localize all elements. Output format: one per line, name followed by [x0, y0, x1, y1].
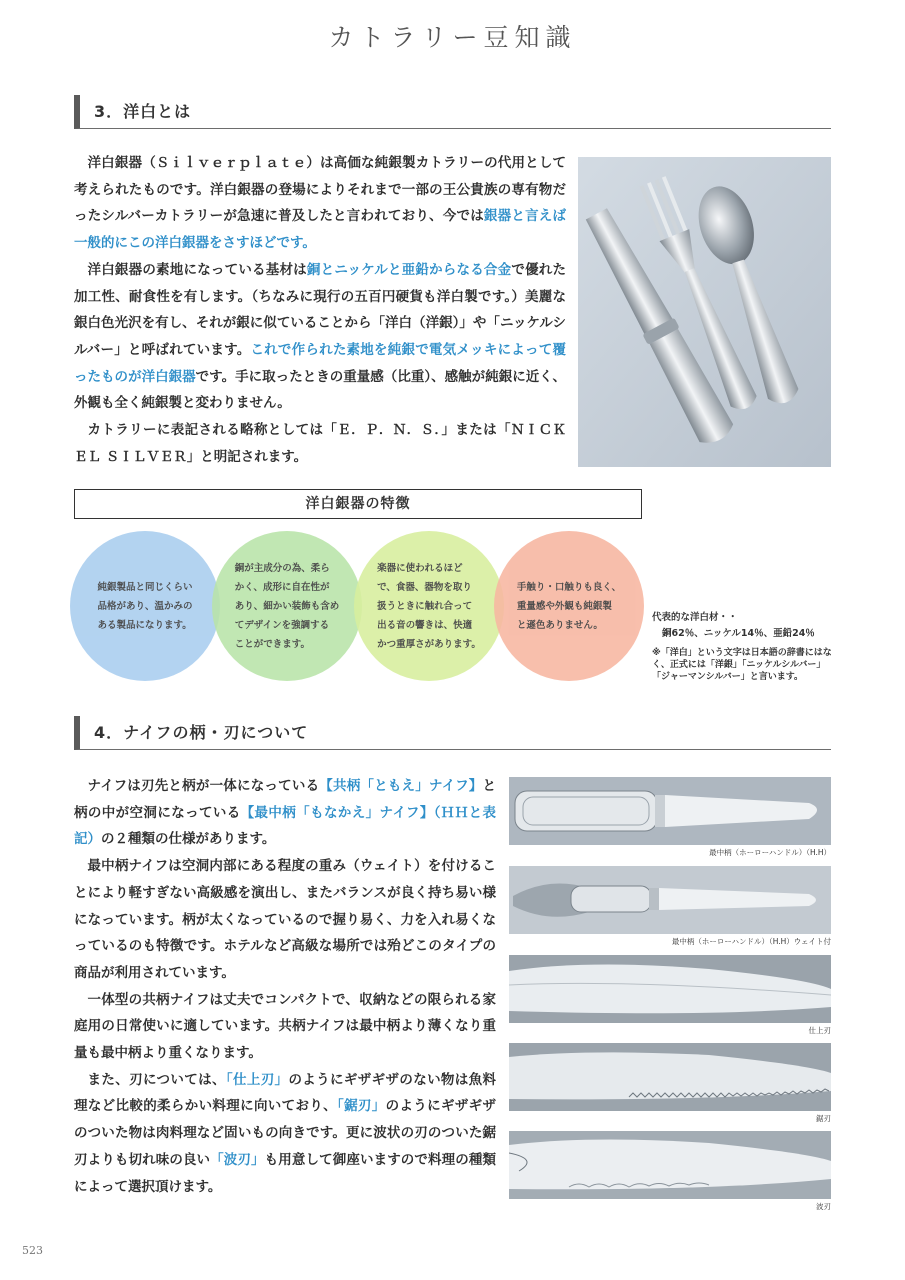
text-run: 洋白銀器の素地になっている基材は — [87, 261, 307, 278]
highlighted-text: 銀器と言えば一般的にこの洋白銀器をさすほどです。 — [74, 208, 566, 252]
highlighted-text: 「鋸刃」 — [337, 1098, 386, 1115]
highlighted-text: 【最中柄「もなかえ」ナイフ】（ＨＨと表記） — [74, 804, 496, 848]
page-number: 523 — [22, 1244, 43, 1257]
feature-text-2: 銅が主成分の為、柔ら かく、成形に自在性が あり、細かい装飾も含め てデザインを強調する ことができます。 — [234, 562, 340, 650]
section-3-body — [74, 150, 566, 470]
text-run: の２種類の仕様があります。 — [101, 831, 276, 848]
highlighted-text: 銅とニッケルと亜鉛からなる合金 — [306, 261, 512, 278]
feature-circle-3 — [354, 531, 504, 681]
text-run: また、刃については、 — [87, 1071, 226, 1088]
knife-photo-hollow-handle — [509, 777, 831, 845]
feature-circle-2 — [212, 531, 362, 681]
section-3-heading — [74, 95, 831, 129]
text-run: のようにギザギザのついた物は肉料理など固いもの向きです。更に波状の刃のついた鋸刃よりも切れ味の良い — [74, 1098, 497, 1168]
text-run: で優れた加工性、耐食性を有します。（ちなみに現行の五百円硬貨も洋白製です。）美麗な銀白色光沢を有し、それが銀に似ていることから「洋白（洋銀）」や「ニッケルシルバー」と呼ばれています。 — [74, 261, 566, 358]
section-3-paragraph-3 — [74, 417, 566, 470]
feature-text-1: 純銀製品と同じくらい 品格があり、温かみの ある製品になります。 — [97, 581, 193, 631]
text-run: 洋白銀器（Ｓｉｌｖｅｒｐｌａｔｅ）は高価な純銀製カトラリーの代用として考えられたものです。洋白銀器の登場によりそれまで一部の王公貴族の専有物だったシルバーカトラリーが急速に普及したと言われており、今では — [74, 155, 566, 225]
section-4-paragraph-4 — [74, 1067, 496, 1201]
page-title: カトラリー豆知識 — [328, 23, 577, 52]
highlighted-text: 【共柄「ともえ」ナイフ】 — [319, 778, 483, 794]
knife-photo-weighted — [509, 866, 831, 934]
text-run: も用意して御座いますので料理の種類によって選択頂けます。 — [74, 1151, 497, 1195]
knife-photo-serrated-blade — [509, 1043, 831, 1111]
text-run: です。手に取ったときの重量感（比重）、感触が純銀に近く、外観も全く純銀製と変わりません。 — [74, 368, 567, 412]
highlighted-text: 「波刃」 — [210, 1151, 265, 1168]
knife-caption-2: 最中柄（ホーローハンドル）（H.H）ウェイト付 — [671, 937, 831, 946]
section-4-body — [74, 773, 496, 1200]
highlighted-text: これで作られた素地を純銀で電気メッキによって覆ったものが洋白銀器 — [74, 341, 566, 385]
kanji-note: ※「洋白」という文字は日本語の辞書にはなく、正式には「洋銀」「ニッケルシルバー」「ジャーマンシルバー」と言います。 — [652, 648, 832, 682]
knife-photo-wavy-blade — [509, 1131, 831, 1199]
text-run: カトラリーに表記される略称としては「Ｅ．Ｐ．Ｎ．Ｓ．」または「ＮＩＣＫＥＬ ＳＩＬＶＥＲ」と明記されます。 — [74, 422, 566, 465]
feature-text-4: 手触り・口触りも良く、 重量感や外観も純銀製 と遜色ありません。 — [516, 581, 622, 631]
text-run: 一体型の共柄ナイフは丈夫でコンパクトで、収納などの限られる家庭用の日常使いに適しています。共柄ナイフは最中柄より薄くなり重量も最中柄より重くなります。 — [74, 991, 496, 1062]
features-title-box: 洋白銀器の特徴 — [74, 489, 642, 519]
section-4-heading — [74, 716, 831, 750]
section-3-paragraph-1 — [74, 150, 566, 257]
knife-caption-1: 最中柄（ホーローハンドル）（H.H） — [709, 848, 831, 857]
text-run: 最中柄ナイフは空洞内部にある程度の重み（ウェイト）を付けることにより軽すぎない高級感を演出し、またバランスが良く持ち易い様になっています。柄が太くなっているので握り易く、力を入れ易くなっているのも特徴です。ホテルなど高級な場所では殆どこのタイプの商品が利用されています。 — [74, 858, 496, 981]
knife-caption-3: 仕上刃 — [808, 1026, 831, 1035]
knife-photo-plain-blade — [509, 955, 831, 1023]
cutlery-set-photo — [578, 157, 831, 467]
feature-circle-1 — [70, 531, 220, 681]
section-4-paragraph-3 — [74, 987, 496, 1067]
alloy-note-value: 銅62％、ニッケル14％、亜鉛24％ — [662, 628, 815, 639]
section-4-paragraph-2 — [74, 853, 496, 987]
section-3-paragraph-2 — [74, 257, 566, 417]
knife-caption-5: 波刃 — [816, 1202, 831, 1211]
text-run: ナイフは刃先と柄が一体になっている — [87, 778, 320, 794]
text-run: のようにギザギザのない物は魚料理など比較的柔らかい料理に向いており、 — [74, 1071, 497, 1115]
section-4-title: 4．ナイフの柄・刃について — [94, 723, 309, 742]
feature-text-3: 楽器に使われるほど で、食器、器物を取り 扱うときに触れ合って 出る音の響きは、快適 かつ重厚さがあります。 — [377, 562, 481, 650]
alloy-note-title: 代表的な洋白材・・ — [652, 612, 738, 623]
knife-caption-4: 鋸刃 — [816, 1114, 831, 1123]
highlighted-text: 「仕上刃」 — [225, 1071, 289, 1088]
text-run: と柄の中が空洞になっている — [74, 778, 496, 821]
section-3-title: 3．洋白とは — [94, 102, 192, 121]
feature-circle-4 — [494, 531, 644, 681]
section-4-paragraph-1 — [74, 773, 496, 853]
alloy-note — [652, 611, 832, 640]
